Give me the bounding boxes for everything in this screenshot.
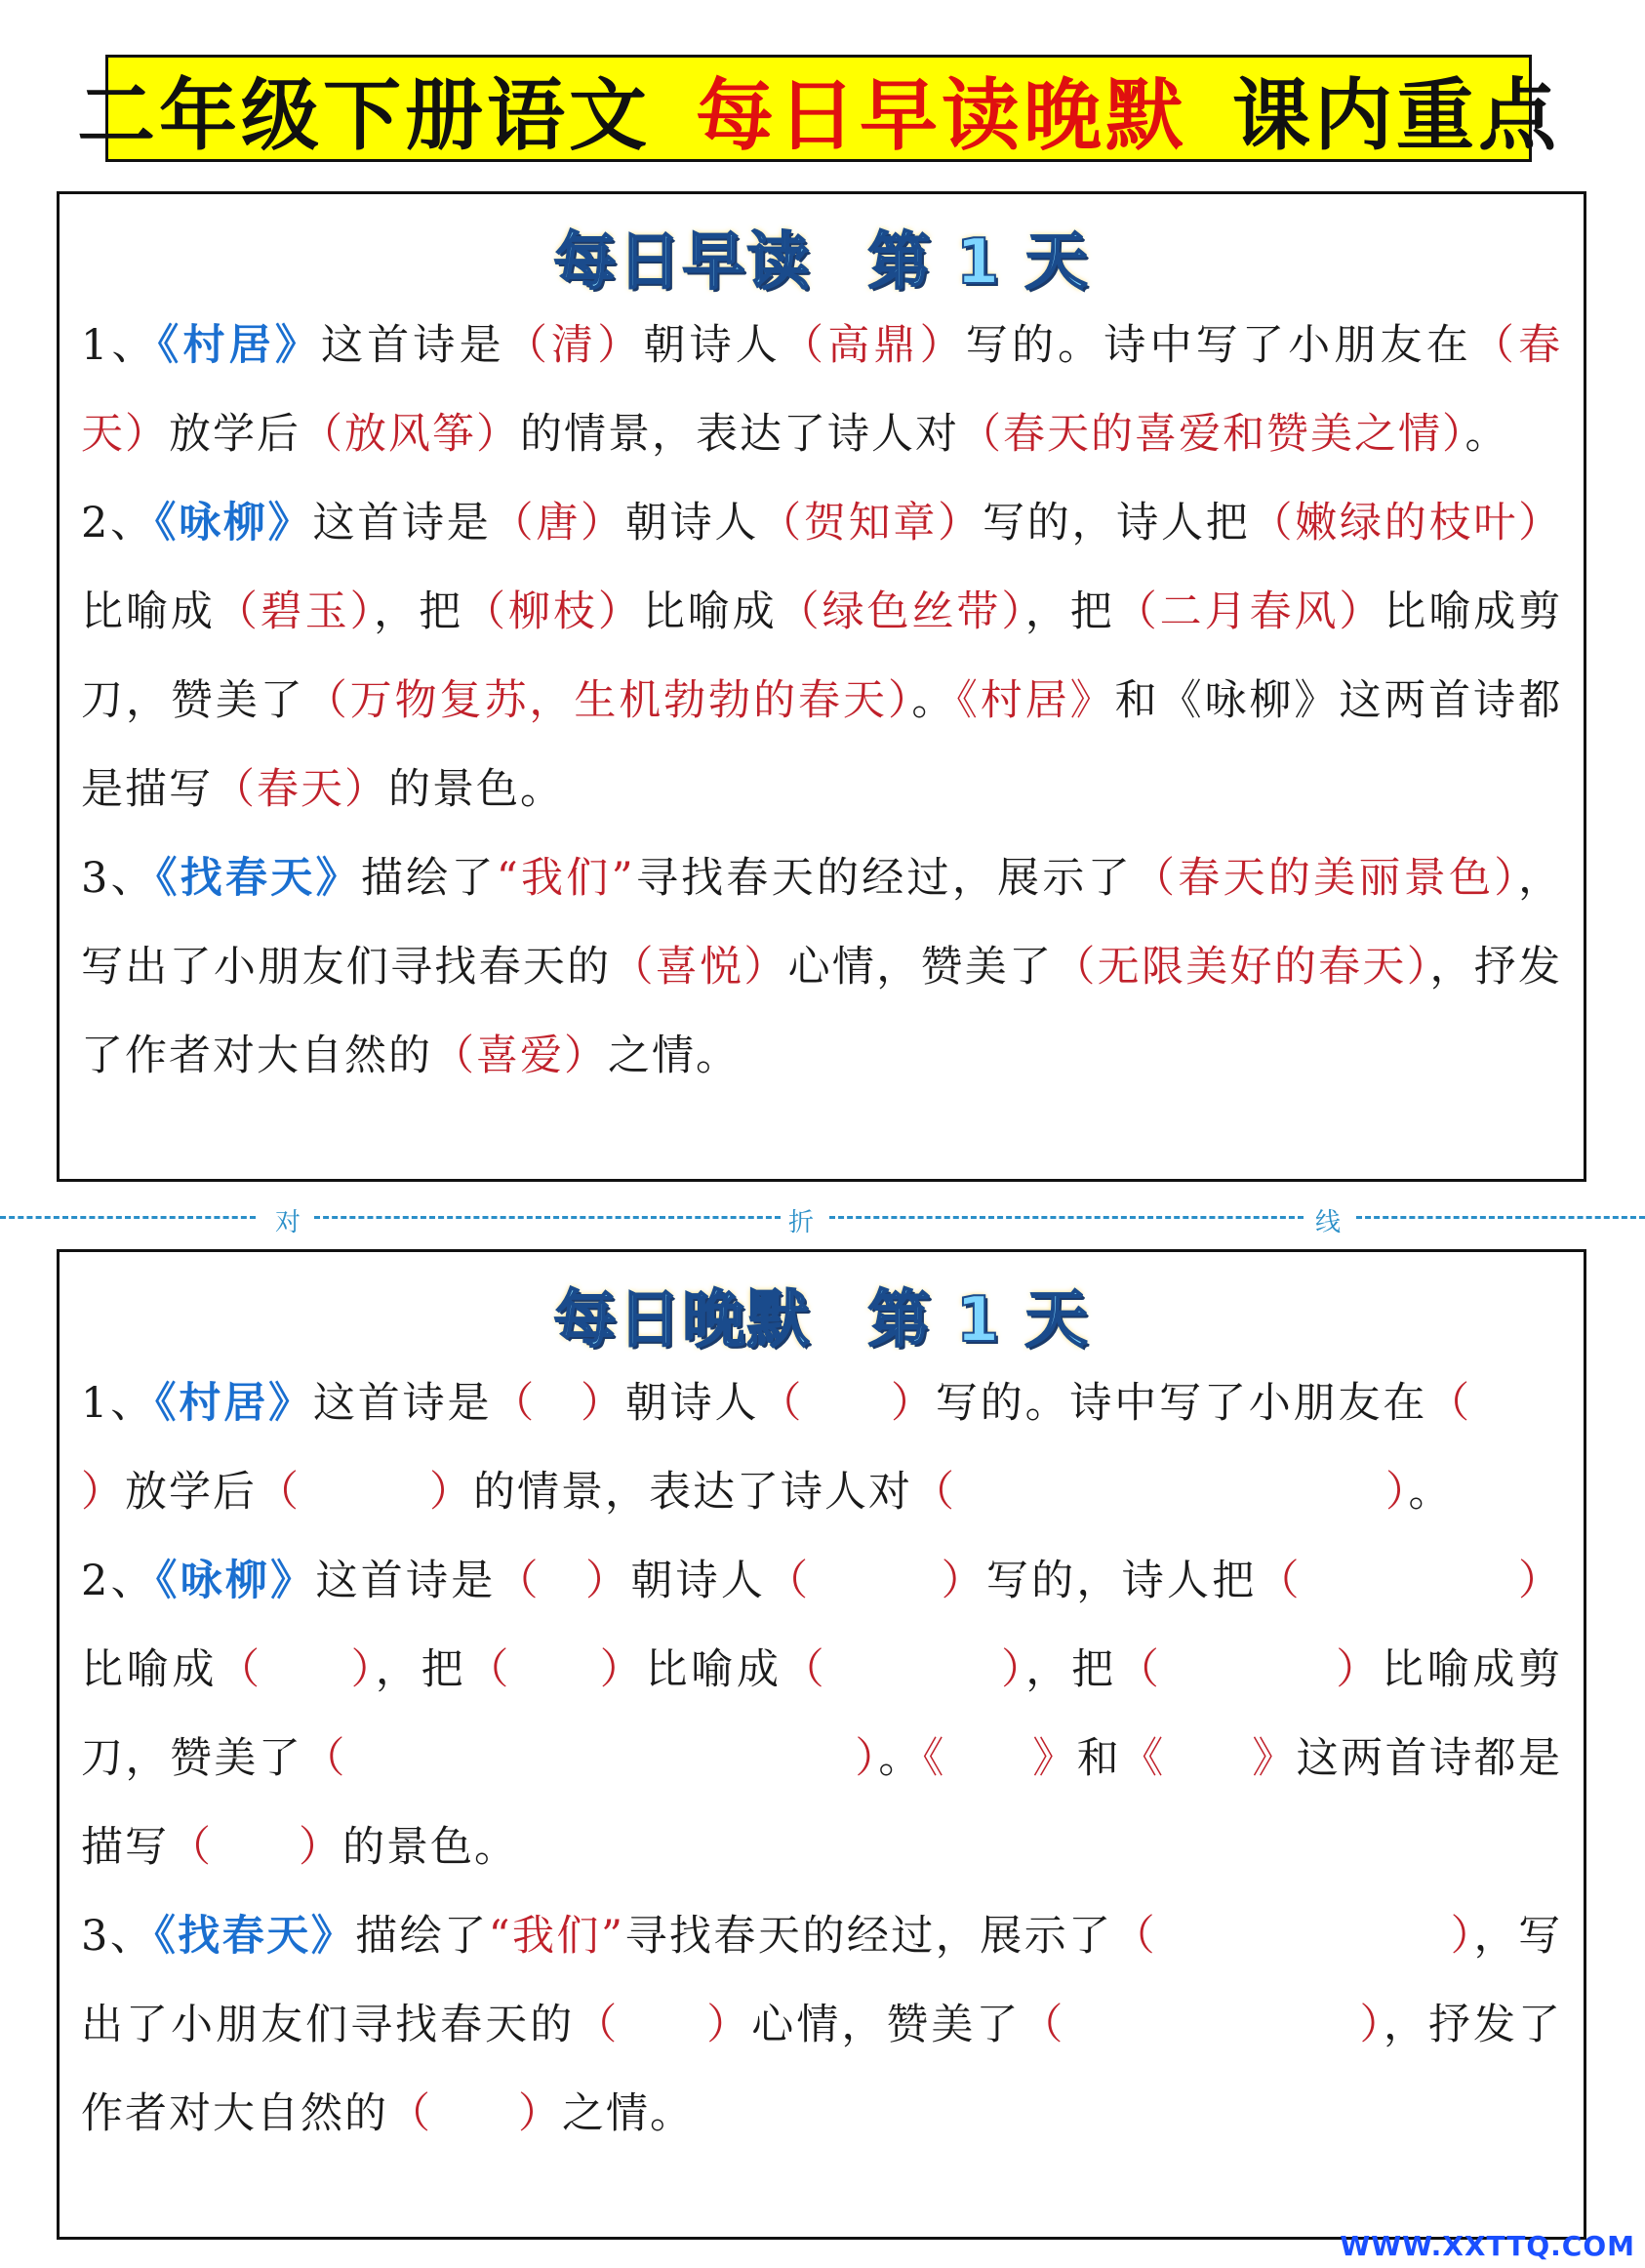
bracket: ） xyxy=(705,2001,752,2049)
question-text: 放学后 xyxy=(125,1468,257,1517)
morning-day: 第 1 天 xyxy=(867,226,1090,299)
bracket: （ xyxy=(169,1823,213,1872)
bracket: ） xyxy=(597,321,644,370)
question-text: 比喻成剪刀，赞美了 xyxy=(81,1645,1563,1783)
question-text: 寻找春天的经过，展示了 xyxy=(623,1912,1113,1961)
bracket: （ xyxy=(504,321,552,370)
bracket: ） xyxy=(299,1823,342,1872)
question-text: 和 xyxy=(1076,1734,1122,1783)
bracket: ） xyxy=(564,1032,608,1080)
answer: 春天 xyxy=(81,321,1563,459)
bracket: （ xyxy=(215,587,261,636)
question-text: 放学后 xyxy=(169,410,301,459)
question-text: ，写出了小朋友们寻找春天的 xyxy=(81,854,1563,992)
bracket: ） xyxy=(349,587,375,636)
evening-question-1 xyxy=(81,1359,1562,1537)
answer: 高鼎 xyxy=(827,321,920,370)
bracket: ） xyxy=(743,943,788,992)
question-text: 写的，诗人把 xyxy=(982,499,1251,547)
bracket: ） xyxy=(940,1557,986,1605)
answer: 万物复苏，生机勃勃的春天 xyxy=(349,676,888,725)
evening-dictation-box xyxy=(57,1249,1586,2240)
question-text: 描绘了 xyxy=(355,1912,489,1961)
question-text: 写的。诗中写了小朋友在 xyxy=(965,321,1472,370)
morning-reading-box xyxy=(57,191,1586,1182)
morning-question-1 xyxy=(81,302,1562,479)
morning-title-text: 每日早读 xyxy=(553,226,812,299)
bracket: （ xyxy=(466,1645,513,1694)
bracket: （ xyxy=(912,1468,956,1517)
bracket: ） xyxy=(429,1468,473,1517)
bracket: ） xyxy=(1406,943,1430,992)
bracket: （ xyxy=(301,410,344,459)
answer: 春天的喜爱和赞美之情 xyxy=(1003,410,1442,459)
question-text: ，抒发了作者对大自然的 xyxy=(81,943,1563,1080)
bracket: （ xyxy=(1114,587,1160,636)
quoted-text: 》 xyxy=(1251,1734,1297,1783)
question-text: 写的，诗人把 xyxy=(985,1557,1258,1605)
poem-title: 《咏柳》 xyxy=(154,499,313,547)
question-text: 朝诗人 xyxy=(624,499,760,547)
poem-title: 《找春天》 xyxy=(155,854,361,903)
question-text: 。 xyxy=(911,676,957,725)
bracket: （ xyxy=(759,499,804,547)
question-text: 描绘了 xyxy=(360,854,497,903)
question-text: 这首诗是 xyxy=(321,321,505,370)
question-text: 这两首诗都是描写 xyxy=(81,1734,1563,1872)
question-text: 2、 xyxy=(81,499,155,547)
bracket: （ xyxy=(1053,943,1098,992)
question-text: 心情，赞美了 xyxy=(751,2001,1022,2049)
question-text: 这首诗是 xyxy=(312,499,492,547)
evening-title xyxy=(60,1270,1584,1357)
question-text: 《咏柳》 xyxy=(1159,676,1340,725)
question-text: 这两首诗都是描写 xyxy=(81,676,1563,814)
question-text: 的情景，表达了诗人对 xyxy=(520,410,959,459)
page-title xyxy=(77,55,1560,162)
title-grade: 二年级下册语文 xyxy=(77,69,651,161)
answer: 喜爱 xyxy=(476,1032,564,1080)
answer: 清 xyxy=(551,321,598,370)
question-text: 。 xyxy=(1464,410,1509,459)
title-main: 每日早读晚默 xyxy=(696,69,1187,161)
bracket: ） xyxy=(476,410,520,459)
answer: 二月春风 xyxy=(1159,587,1340,636)
answer: 无限美好的春天 xyxy=(1097,943,1407,992)
answer: 放风筝 xyxy=(344,410,476,459)
question-text: 比喻成 xyxy=(645,1645,782,1694)
question-text: ，抒发了作者对大自然的 xyxy=(81,2001,1563,2138)
question-text: 。 xyxy=(1408,1468,1453,1517)
question-text: 比喻成剪刀，赞美了 xyxy=(81,587,1563,725)
bracket: （ xyxy=(575,2001,621,2049)
question-text: 比喻成 xyxy=(642,587,778,636)
bracket: （ xyxy=(959,410,1003,459)
question-text: ，写出了小朋友们寻找春天的 xyxy=(81,1912,1563,2049)
evening-title-text: 每日晚默 xyxy=(553,1284,812,1357)
quoted-text: “我们” xyxy=(488,1912,624,1961)
bracket: （ xyxy=(777,587,822,636)
evening-day: 第 1 天 xyxy=(867,1284,1090,1357)
bracket: ） xyxy=(597,587,643,636)
bracket: ） xyxy=(1358,2001,1384,2049)
answer: 春天 xyxy=(257,765,344,814)
bracket: （ xyxy=(782,1645,828,1694)
quoted-text: 》 xyxy=(1031,1734,1077,1783)
question-text: 心情，赞美了 xyxy=(787,943,1054,992)
morning-title xyxy=(60,212,1584,299)
bracket: （ xyxy=(218,1645,263,1694)
bracket: ） xyxy=(1334,1645,1382,1694)
bracket: ） xyxy=(518,2089,562,2138)
question-text: 朝诗人 xyxy=(630,1557,767,1605)
bracket: ） xyxy=(1442,410,1465,459)
question-text: 。 xyxy=(878,1734,923,1783)
quoted-text: 《 xyxy=(1121,1734,1166,1783)
poem-title: 《咏柳》 xyxy=(155,1557,316,1605)
evening-question-2 xyxy=(81,1537,1562,1892)
bracket: ） xyxy=(580,1379,625,1428)
bracket: （ xyxy=(257,1468,301,1517)
quoted-text: 《 xyxy=(922,1734,946,1783)
bracket: （ xyxy=(491,499,537,547)
bracket: （ xyxy=(302,1734,347,1783)
bracket: （ xyxy=(1132,854,1179,903)
bracket: （ xyxy=(1250,499,1296,547)
poem-title: 《村居》 xyxy=(155,1379,313,1428)
bracket: （ xyxy=(304,676,350,725)
question-text: 朝诗人 xyxy=(643,321,782,370)
question-text: 的景色。 xyxy=(342,1823,518,1872)
question-text: 比喻成 xyxy=(81,1645,219,1694)
question-text: 比喻成 xyxy=(81,587,216,636)
bracket: ） xyxy=(887,676,912,725)
question-text: 寻找春天的经过，展示了 xyxy=(634,854,1133,903)
question-text: 之情。 xyxy=(608,1032,740,1080)
bracket: ） xyxy=(1385,1468,1409,1517)
question-text: 3、 xyxy=(81,854,156,903)
bracket: （ xyxy=(463,587,508,636)
bracket: ） xyxy=(1450,1912,1474,1961)
bracket: ） xyxy=(81,1468,125,1517)
bracket: ） xyxy=(598,1645,646,1694)
answer: 嫩绿的枝叶 xyxy=(1295,499,1519,547)
bracket: （ xyxy=(1427,1379,1473,1428)
question-text: 的情景，表达了诗人对 xyxy=(473,1468,912,1517)
bracket: （ xyxy=(213,765,257,814)
question-text: ，把 xyxy=(1025,1645,1117,1694)
bracket: （ xyxy=(782,321,828,370)
bracket: ） xyxy=(890,1379,936,1428)
bracket: （ xyxy=(432,1032,476,1080)
bracket: （ xyxy=(766,1557,812,1605)
bracket: ） xyxy=(1518,499,1563,547)
question-text: 2、 xyxy=(81,1557,156,1605)
bracket: ） xyxy=(348,1645,376,1694)
quoted-text: “我们” xyxy=(496,854,635,903)
bracket: ） xyxy=(1516,1557,1563,1605)
question-text: 这首诗是 xyxy=(315,1557,497,1605)
question-text: 这首诗是 xyxy=(312,1379,493,1428)
bracket: ） xyxy=(581,499,625,547)
question-text: 1、 xyxy=(81,1379,156,1428)
question-text: 朝诗人 xyxy=(624,1379,760,1428)
fold-label-2: 折 xyxy=(788,1208,815,1237)
fold-line xyxy=(0,1202,1645,1237)
evening-question-3 xyxy=(81,1892,1562,2159)
question-text: 之情。 xyxy=(562,2089,694,2138)
bracket: （ xyxy=(388,2089,432,2138)
bracket: ） xyxy=(938,499,983,547)
answer: 柳枝 xyxy=(507,587,598,636)
poem-title: 《找春天》 xyxy=(154,1912,356,1961)
fold-label-1: 对 xyxy=(275,1208,301,1237)
bracket: （ xyxy=(492,1379,538,1428)
bracket: ） xyxy=(125,410,169,459)
bracket: （ xyxy=(759,1379,805,1428)
bracket: ） xyxy=(854,1734,879,1783)
bracket: （ xyxy=(1116,1645,1163,1694)
bracket: ） xyxy=(344,765,388,814)
bracket: （ xyxy=(1112,1912,1158,1961)
answer: 喜悦 xyxy=(655,943,744,992)
bracket: ） xyxy=(919,321,966,370)
bracket: （ xyxy=(1021,2001,1066,2049)
watermark: WWW.XXTTQ.COM xyxy=(1340,2230,1635,2262)
question-text: 的景色。 xyxy=(388,765,564,814)
bracket: ） xyxy=(1001,587,1025,636)
bracket: （ xyxy=(1257,1557,1303,1605)
question-text: 3、 xyxy=(81,1912,155,1961)
question-text: 写的。诗中写了小朋友在 xyxy=(935,1379,1428,1428)
bracket: ） xyxy=(583,1557,631,1605)
answer: 绿色丝带 xyxy=(822,587,1002,636)
fold-label-3: 线 xyxy=(1315,1208,1342,1237)
question-text: ，把 xyxy=(1024,587,1115,636)
morning-question-2 xyxy=(81,479,1562,834)
bracket: （ xyxy=(496,1557,542,1605)
bracket: ） xyxy=(999,1645,1026,1694)
morning-question-3 xyxy=(81,834,1562,1101)
answer: 唐 xyxy=(536,499,582,547)
poem-title: 《村居》 xyxy=(157,321,322,370)
question-text: 1、 xyxy=(81,321,158,370)
bracket: （ xyxy=(611,943,656,992)
quoted-text: 《村居》 xyxy=(956,676,1115,725)
answer: 春天的美丽景色 xyxy=(1178,854,1495,903)
bracket: ） xyxy=(1339,587,1384,636)
question-text: 和 xyxy=(1114,676,1160,725)
bracket: ） xyxy=(1494,854,1519,903)
answer: 贺知章 xyxy=(803,499,939,547)
bracket: （ xyxy=(1471,321,1519,370)
title-key-points: 课内重点 xyxy=(1232,69,1560,161)
question-text: ，把 xyxy=(374,587,464,636)
answer: 碧玉 xyxy=(260,587,350,636)
question-text: ，把 xyxy=(375,1645,467,1694)
